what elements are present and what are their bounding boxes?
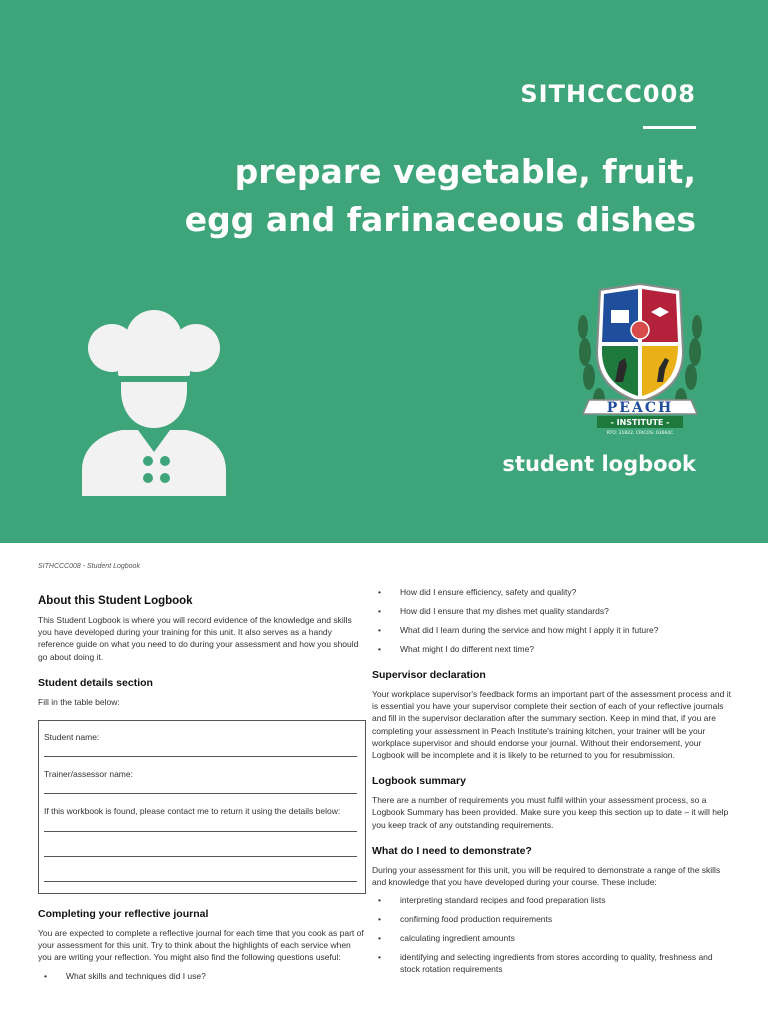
trainer-name-label: Trainer/assessor name: bbox=[44, 769, 133, 780]
cover-title bbox=[185, 148, 696, 244]
found-contact-label: If this workbook is found, please contact me to return it using the details below: bbox=[44, 806, 341, 817]
demonstrate-list bbox=[372, 894, 732, 975]
student-name-field[interactable] bbox=[44, 743, 357, 757]
title-divider bbox=[643, 126, 696, 129]
contact-field-3[interactable] bbox=[44, 868, 357, 882]
supervisor-text: Your workplace supervisor's feedback forms an important part of the assessment process and it is essential you have your supervisor complete their section of each of your reflective journals and fill in the supervisor declaration after the summary section. Keep in mind that, if you are completing your assessment in Peach Institute's training kitchen, your trainer will be your workplace supervisor and should endorse your journal. Without their endorsement, your Logbook will be incomplete and it is likely to be returned to you for resubmission. bbox=[372, 689, 731, 761]
list-item: • calculating ingredient amounts bbox=[372, 932, 732, 944]
summary-text: There are a number of requirements you must fulfil within your assessment process, so a Logbook Summary has been provided. Make sure you keep this section up to date – it will help you keep track of any outstanding requirements. bbox=[372, 795, 729, 830]
left-column bbox=[38, 595, 366, 989]
about-text: This Student Logbook is where you will record evidence of the knowledge and skills you have developed during your training for this unit. It also serves as a handy reference guide on what you need to do during your assessment and how you should go about doing it. bbox=[38, 615, 359, 662]
unit-code: SITHCCC008 bbox=[520, 80, 696, 108]
peach-institute-logo bbox=[575, 282, 705, 440]
student-name-label: Student name: bbox=[44, 732, 100, 743]
trainer-name-field[interactable] bbox=[44, 780, 357, 794]
reflection-questions bbox=[372, 586, 732, 655]
demonstrate-heading: What do I need to demonstrate? bbox=[372, 844, 532, 857]
list-item: • What skills and techniques did I use? bbox=[38, 970, 366, 982]
chef-icon bbox=[82, 310, 227, 496]
list-item: • confirming food production requirements bbox=[372, 913, 732, 925]
list-item: • identifying and selecting ingredients from stores according to quality, freshness and stock rotation requirements bbox=[372, 951, 732, 975]
journal-heading: Completing your reflective journal bbox=[38, 908, 209, 921]
running-header: SITHCCC008 - Student Logbook bbox=[38, 563, 140, 570]
contact-field-1[interactable] bbox=[44, 818, 357, 832]
list-item: • interpreting standard recipes and food preparation lists bbox=[372, 894, 732, 906]
details-intro: Fill in the table below: bbox=[38, 696, 120, 707]
journal-questions bbox=[38, 970, 366, 982]
list-item: • How did I ensure efficiency, safety and quality? bbox=[372, 586, 732, 598]
contact-field-2[interactable] bbox=[44, 843, 357, 857]
list-item: • What might I do different next time? bbox=[372, 643, 732, 655]
journal-text: You are expected to complete a reflective journal for each time that you cook as part of your assessment for this unit. Try to think about the highlights of each service when you are writing your reflection. You might also find the following questions useful: bbox=[38, 928, 364, 963]
details-heading: Student details section bbox=[38, 676, 153, 689]
list-item: • What did I learn during the service and how might I apply it in future? bbox=[372, 624, 732, 636]
supervisor-heading: Supervisor declaration bbox=[372, 669, 486, 681]
logo-word: PEACH bbox=[606, 400, 674, 416]
list-item: • How did I ensure that my dishes met quality standards? bbox=[372, 605, 732, 617]
student-details-table bbox=[38, 720, 366, 894]
logo-institute: - INSTITUTE - bbox=[610, 418, 670, 427]
about-heading: About this Student Logbook bbox=[38, 595, 193, 607]
demonstrate-text: During your assessment for this unit, you will be required to demonstrate a range of the skills and knowledge that you have developed during your course. These include: bbox=[372, 864, 721, 888]
cover-title-line1: prepare vegetable, fruit, bbox=[234, 152, 696, 191]
summary-heading: Logbook summary bbox=[372, 775, 466, 788]
right-column bbox=[372, 586, 732, 982]
logo-rto: RTO: 31822, CRICOS: 03664C bbox=[606, 431, 674, 436]
cover-subtitle: student logbook bbox=[502, 452, 696, 476]
cover-title-line2: egg and farinaceous dishes bbox=[184, 200, 696, 239]
